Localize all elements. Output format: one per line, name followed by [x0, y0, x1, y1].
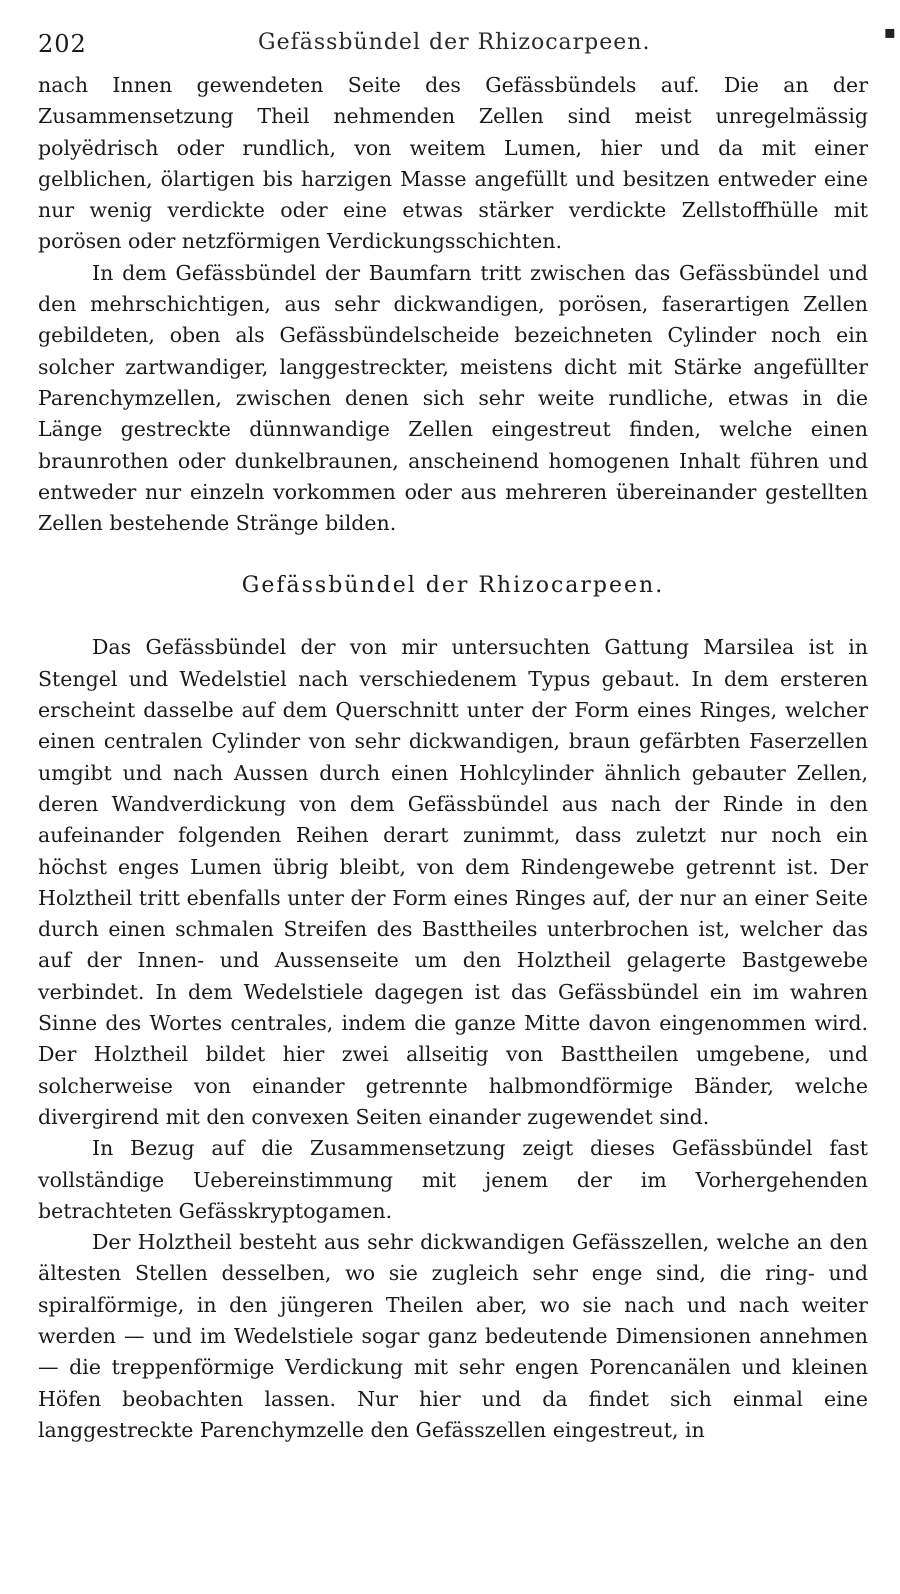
paragraph-holztheil: Der Holztheil besteht aus sehr dickwandigen Gefässzellen, welche an den ältesten Stellen desselben, wo sie zugleich sehr enge sind, die ring- und spiralförmige, in den jüngeren Theilen aber, wo sie nach und nach weiter werden — und im Wedelstiele sogar ganz bedeutende Dimensionen annehmen — die treppenförmige Verdickung mit sehr engen Porencanälen und kleinen Höfen beobachten lassen. Nur hier und da findet sich einmal eine langgestreckte Parenchymzelle den Gefässzellen eingestreut, in — [38, 1230, 868, 1442]
page-number: 202 — [38, 30, 87, 58]
paragraph-marsilea: Das Gefässbündel der von mir untersuchten Gattung Marsilea ist in Stengel und Wedelstiel nach verschiedenem Typus gebaut. In dem ersteren erscheint dasselbe auf dem Querschnitt unter der Form eines Ringes, welcher einen centralen Cylinder von sehr dickwandigen, braun gefärbten Faserzellen umgibt und nach Aussen durch einen Hohlcylinder ähnlich gebauter Zellen, deren Wandverdickung von dem Gefässbündel aus nach der Rinde in den aufeinander folgenden Reihen derart zunimmt, dass zuletzt nur noch ein höchst enges Lumen übrig bleibt, von dem Rindengewebe getrennt ist. Der Holztheil tritt ebenfalls unter der Form eines Ringes auf, der nur an einer Seite durch einen schmalen Streifen des Basttheiles unterbrochen ist, welcher das auf der Innen- und Aussenseite um den Holztheil gelagerte Bastgewebe verbindet. In dem Wedelstiele dagegen ist das Gefässbündel ein im wahren Sinne des Wortes centrales, indem die ganze Mitte davon eingenommen wird. Der Holztheil bildet hier zwei allseitig von Basttheilen umgebene, und solcherweise von einander getrennte halbmondförmige Bänder, welche divergirend mit den convexen Seiten einander zugewendet sind. — [38, 635, 868, 1129]
section-heading: Gefässbündel der Rhizocarpeen. — [241, 573, 665, 599]
paragraph-continuation: nach Innen gewendeten Seite des Gefässbündels auf. Die an der Zusammensetzung Theil nehmenden Zellen sind meist unregelmässig polyëdrisch oder rundlich, von weitem Lumen, hier und da mit einer gelblichen, ölartigen bis harzigen Masse angefüllt und besitzen entweder eine nur wenig verdickte oder eine etwas stärker verdickte Zellstoffhülle mit porösen oder netzförmigen Verdickungsschichten. — [38, 73, 868, 254]
paragraph-zusammensetzung: In Bezug auf die Zusammensetzung zeigt dieses Gefässbündel fast vollständige Uebereinstimmung mit jenem der im Vorhergehenden betrachteten Gefässkryptogamen. — [38, 1136, 868, 1223]
running-title: Gefässbündel der Rhizocarpeen. — [258, 30, 651, 55]
margin-speck: ▪ — [883, 22, 896, 43]
paragraph-baumfarn: In dem Gefässbündel der Baumfarn tritt zwischen das Gefässbündel und den mehrschichtigen, aus sehr dickwandigen, porösen, faserartigen Zellen gebildeten, oben als Gefässbündelscheide bezeichneten Cylinder noch ein solcher zartwandiger, langgestreckter, meistens dicht mit Stärke angefüllter Parenchymzellen, zwischen denen sich sehr weite rundliche, etwas in die Länge gestreckte dünnwandige Zellen eingestreut finden, welche einen braunrothen oder dunkelbraunen, anscheinend homogenen Inhalt führen und entweder nur einzeln vorkommen oder aus mehreren übereinander gestellten Zellen bestehende Stränge bilden. — [38, 260, 868, 536]
page-header — [38, 30, 868, 70]
